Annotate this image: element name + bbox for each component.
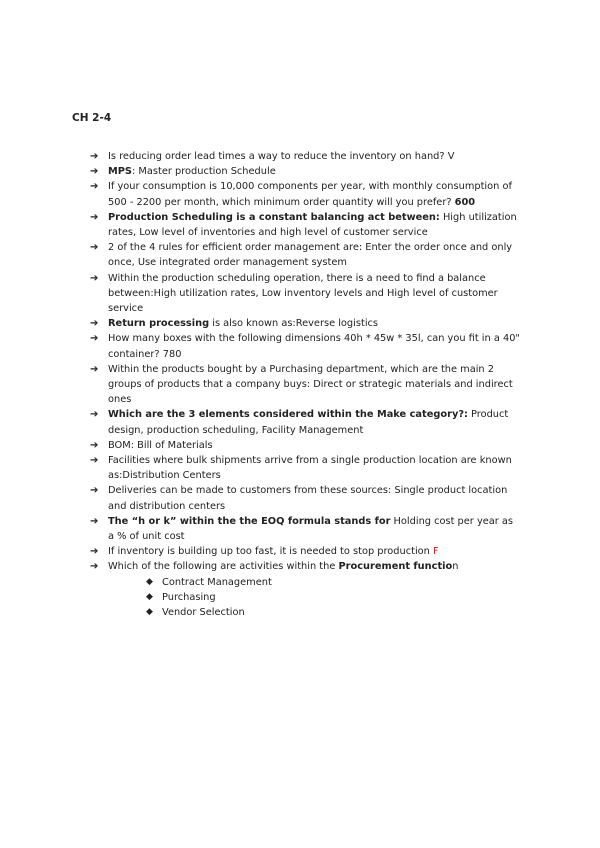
item-bold-text: Procurement functio	[338, 561, 453, 573]
item-bold-text: Return processing	[108, 318, 210, 330]
item-text-tail: n	[452, 561, 459, 573]
page-heading: CH 2-4	[72, 112, 112, 124]
arrow-bullet-icon: ➔	[90, 333, 99, 345]
item-text: 2 of the 4 rules for efficient order management are: Enter the order once and only once, Use integrated order management system	[108, 242, 513, 269]
arrow-bullet-icon: ➔	[90, 546, 99, 558]
list-item	[90, 514, 520, 544]
item-bold-text: MPS	[108, 166, 132, 178]
item-text: Holding cost per year as a % of unit cost	[108, 515, 514, 543]
arrow-bullet-icon: ➔	[90, 485, 99, 497]
diamond-bullet-icon: ◆	[146, 591, 153, 602]
item-bold-text: The “h or k” within the the EOQ formula stands for	[108, 515, 391, 527]
item-text: If your consumption is 10,000 components per year, with monthly consumption of 500 - 2200 per month, which minimum order quantity will you prefer?	[108, 181, 512, 208]
answer-mark: V	[447, 151, 455, 162]
list-item	[90, 544, 520, 559]
list-item	[90, 407, 520, 437]
answer-mark: F	[433, 546, 439, 558]
list-item	[90, 362, 520, 408]
item-text: How many boxes with the following dimensions 40h * 45w * 35l, can you fit in a 40" container? 780	[108, 333, 520, 360]
item-text: Product design, production scheduling, Facility Management	[108, 409, 509, 436]
list-item	[90, 164, 520, 179]
item-text: Deliveries can be made to customers from these sources: Single product location and distribution centers	[108, 485, 508, 512]
list-item	[90, 271, 520, 317]
question-list	[90, 149, 520, 620]
arrow-bullet-icon: ➔	[90, 318, 99, 330]
item-text: Facilities where bulk shipments arrive from a single production location are known as:Distribution Centers	[108, 455, 512, 482]
item-bold-text: Production Scheduling is a constant balancing act between:	[108, 211, 440, 223]
arrow-bullet-icon: ➔	[90, 166, 99, 178]
sub-list-item	[108, 590, 520, 605]
arrow-bullet-icon: ➔	[90, 363, 99, 375]
sub-list	[108, 575, 520, 621]
list-item	[90, 210, 520, 240]
item-text: Is reducing order lead times a way to reduce the inventory on hand?	[108, 151, 448, 162]
item-text: If inventory is building up too fast, it is needed to stop production	[108, 546, 434, 558]
diamond-bullet-icon: ◆	[146, 576, 153, 587]
sub-list-item	[108, 575, 520, 590]
item-text: Which of the following are activities within the	[108, 561, 339, 573]
arrow-bullet-icon: ➔	[90, 561, 99, 573]
arrow-bullet-icon: ➔	[90, 181, 99, 193]
sub-item-text: Contract Management	[162, 576, 272, 588]
item-text: High utilization rates, Low level of inventories and high level of customer service	[108, 211, 517, 239]
list-item	[90, 179, 520, 209]
list-item	[90, 240, 520, 270]
list-item	[90, 483, 520, 513]
list-item	[90, 316, 520, 331]
item-text: Within the production scheduling operation, there is a need to find a balance between:High utilization rates, Low inventory levels and High level of customer service	[108, 272, 498, 315]
list-item	[90, 438, 520, 453]
item-text: : Master production Schedule	[132, 166, 276, 178]
item-text: Within the products bought by a Purchasing department, which are the main 2 groups of products that a company buys: Direct or strategic materials and indirect ones	[108, 363, 513, 406]
arrow-bullet-icon: ➔	[90, 409, 99, 421]
arrow-bullet-icon: ➔	[90, 272, 99, 284]
list-item	[90, 331, 520, 361]
arrow-bullet-icon: ➔	[90, 455, 99, 467]
arrow-bullet-icon: ➔	[90, 439, 99, 451]
item-bold-text: Which are the 3 elements considered within the Make category?:	[108, 409, 468, 421]
arrow-bullet-icon: ➔	[90, 151, 99, 162]
diamond-bullet-icon: ◆	[146, 607, 153, 618]
arrow-bullet-icon: ➔	[90, 211, 99, 223]
arrow-bullet-icon: ➔	[90, 515, 99, 527]
sub-list-item	[108, 605, 520, 620]
list-item	[90, 559, 520, 620]
answer-text: 600	[454, 196, 476, 208]
item-text: is also known as:Reverse logistics	[209, 318, 379, 330]
item-text: BOM: Bill of Materials	[108, 439, 213, 451]
sub-item-text: Vendor Selection	[162, 607, 245, 619]
list-item	[90, 453, 520, 483]
sub-item-text: Purchasing	[162, 591, 216, 603]
list-item	[90, 149, 520, 164]
arrow-bullet-icon: ➔	[90, 242, 99, 254]
